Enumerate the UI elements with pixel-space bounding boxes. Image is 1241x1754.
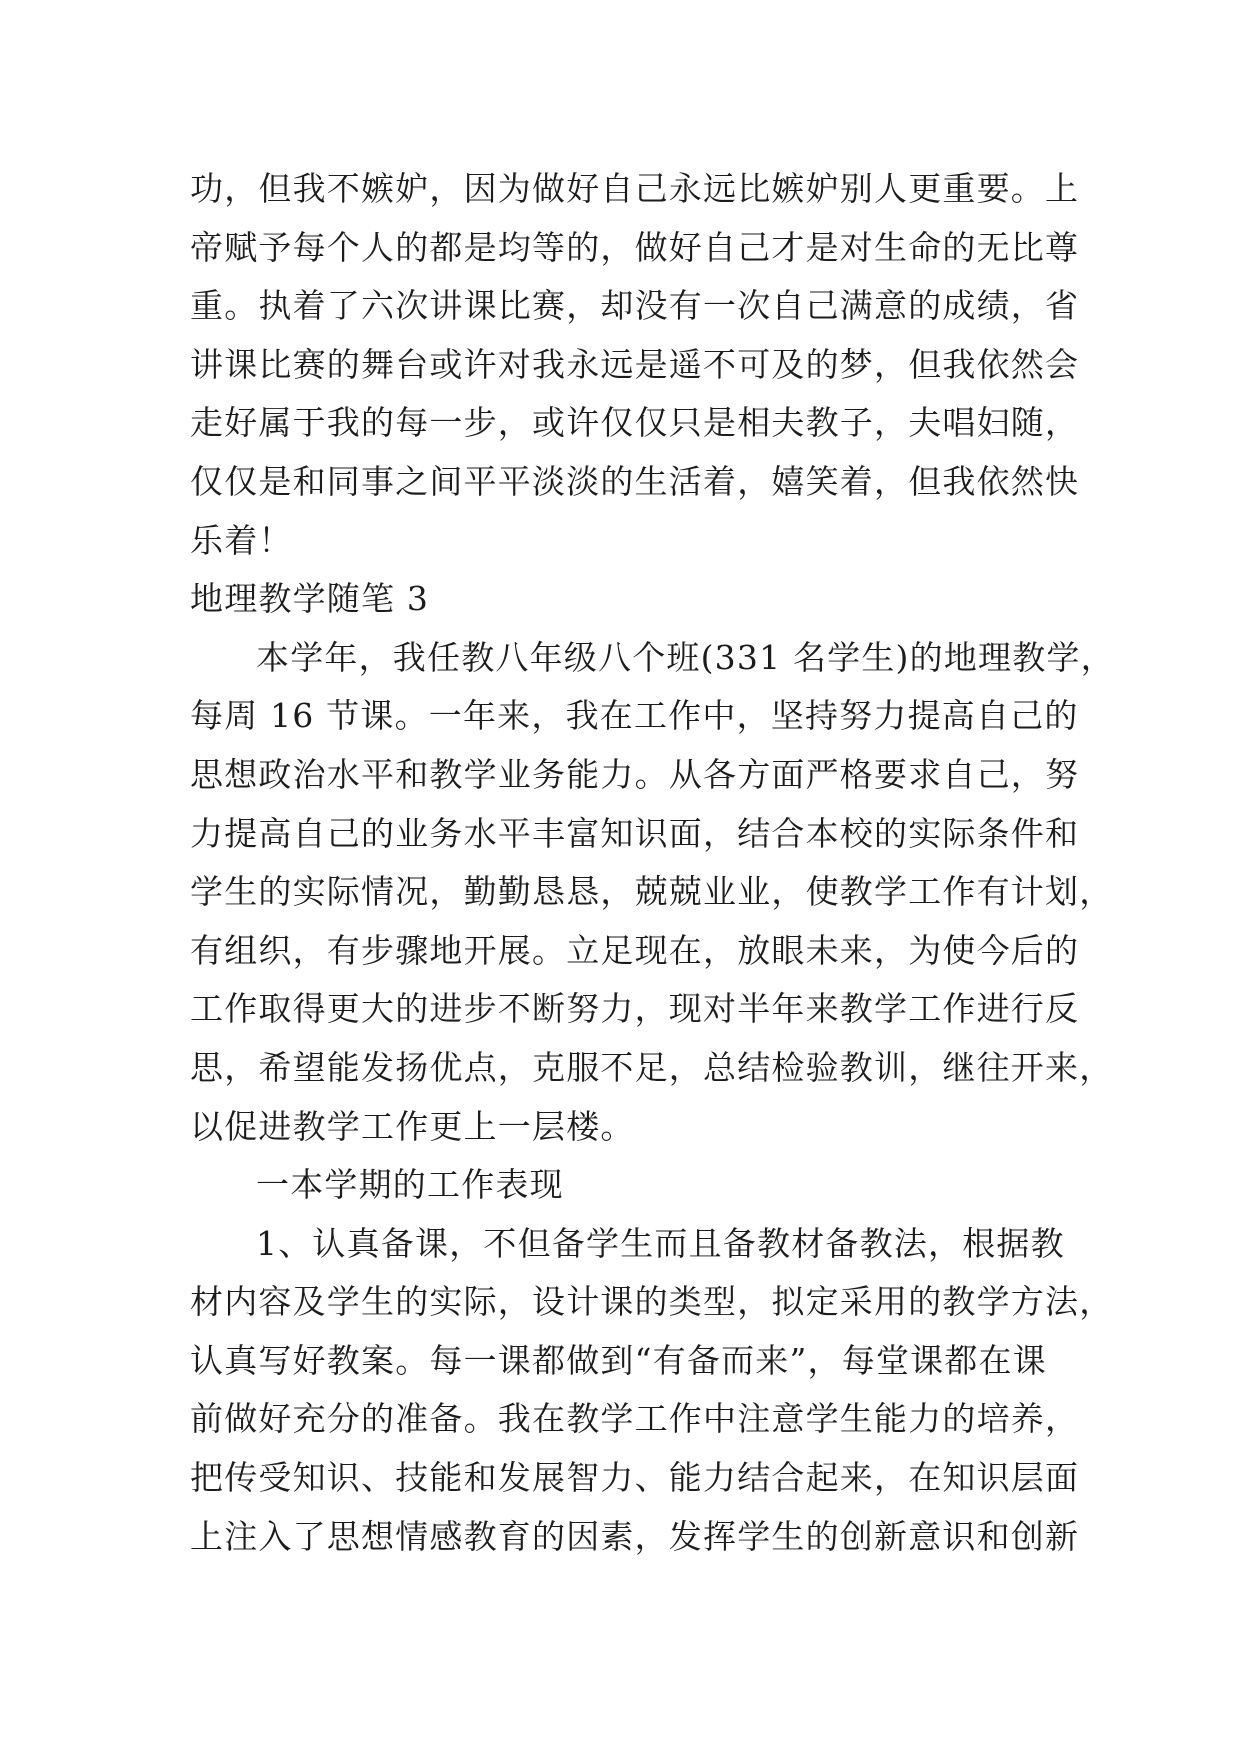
text-line: 1、认真备课，不但备学生而且备教材备教法，根据教 bbox=[256, 1223, 1065, 1263]
text-line: 以促进教学工作更上一层楼。 bbox=[190, 1106, 635, 1146]
text-line: 材内容及学生的实际，设计课的类型，拟定采用的教学方法， bbox=[190, 1282, 1114, 1322]
text-line: 思想政治水平和教学业务能力。从各方面严格要求自己，努 bbox=[190, 754, 1080, 794]
text-line: 乐着！ bbox=[190, 520, 293, 560]
text-line: 一本学期的工作表现 bbox=[256, 1165, 564, 1205]
text-line: 重。执着了六次讲课比赛，却没有一次自己满意的成绩，省 bbox=[190, 286, 1080, 326]
text-line: 思，希望能发扬优点，克服不足，总结检验教训，继往开来， bbox=[190, 1047, 1114, 1087]
text-line: 上注入了思想情感教育的因素，发挥学生的创新意识和创新 bbox=[190, 1516, 1080, 1556]
text-line: 本学年，我任教八年级八个班(331 名学生)的地理教学， bbox=[256, 637, 1115, 677]
text-line: 力提高自己的业务水平丰富知识面，结合本校的实际条件和 bbox=[190, 813, 1080, 853]
text-line: 讲课比赛的舞台或许对我永远是遥不可及的梦，但我依然会 bbox=[190, 344, 1080, 384]
text-line: 前做好充分的准备。我在教学工作中注意学生能力的培养， bbox=[190, 1399, 1080, 1439]
text-line: 有组织，有步骤地开展。立足现在，放眼未来，为使今后的 bbox=[190, 930, 1080, 970]
text-line: 功，但我不嫉妒，因为做好自己永远比嫉妒别人更重要。上 bbox=[190, 169, 1080, 208]
text-line: 认真写好教案。每一课都做到“有备而来”，每堂课都在课 bbox=[190, 1340, 1047, 1380]
document-body bbox=[190, 160, 1115, 1566]
text-line: 工作取得更大的进步不断努力，现对半年来教学工作进行反 bbox=[190, 989, 1080, 1029]
text-line: 帝赋予每个人的都是均等的，做好自己才是对生命的无比尊 bbox=[190, 227, 1080, 267]
text-line: 每周 16 节课。一年来，我在工作中，坚持努力提高自己的 bbox=[190, 696, 1079, 736]
text-line: 把传受知识、技能和发展智力、能力结合起来，在知识层面 bbox=[190, 1458, 1080, 1498]
text-line: 仅仅是和同事之间平平淡淡的生活着，嬉笑着，但我依然快 bbox=[190, 461, 1080, 501]
text-line: 地理教学随笔 3 bbox=[190, 579, 430, 619]
text-line: 学生的实际情况，勤勤恳恳，兢兢业业，使教学工作有计划， bbox=[190, 872, 1114, 912]
text-line: 走好属于我的每一步，或许仅仅只是相夫教子，夫唱妇随， bbox=[190, 403, 1080, 443]
